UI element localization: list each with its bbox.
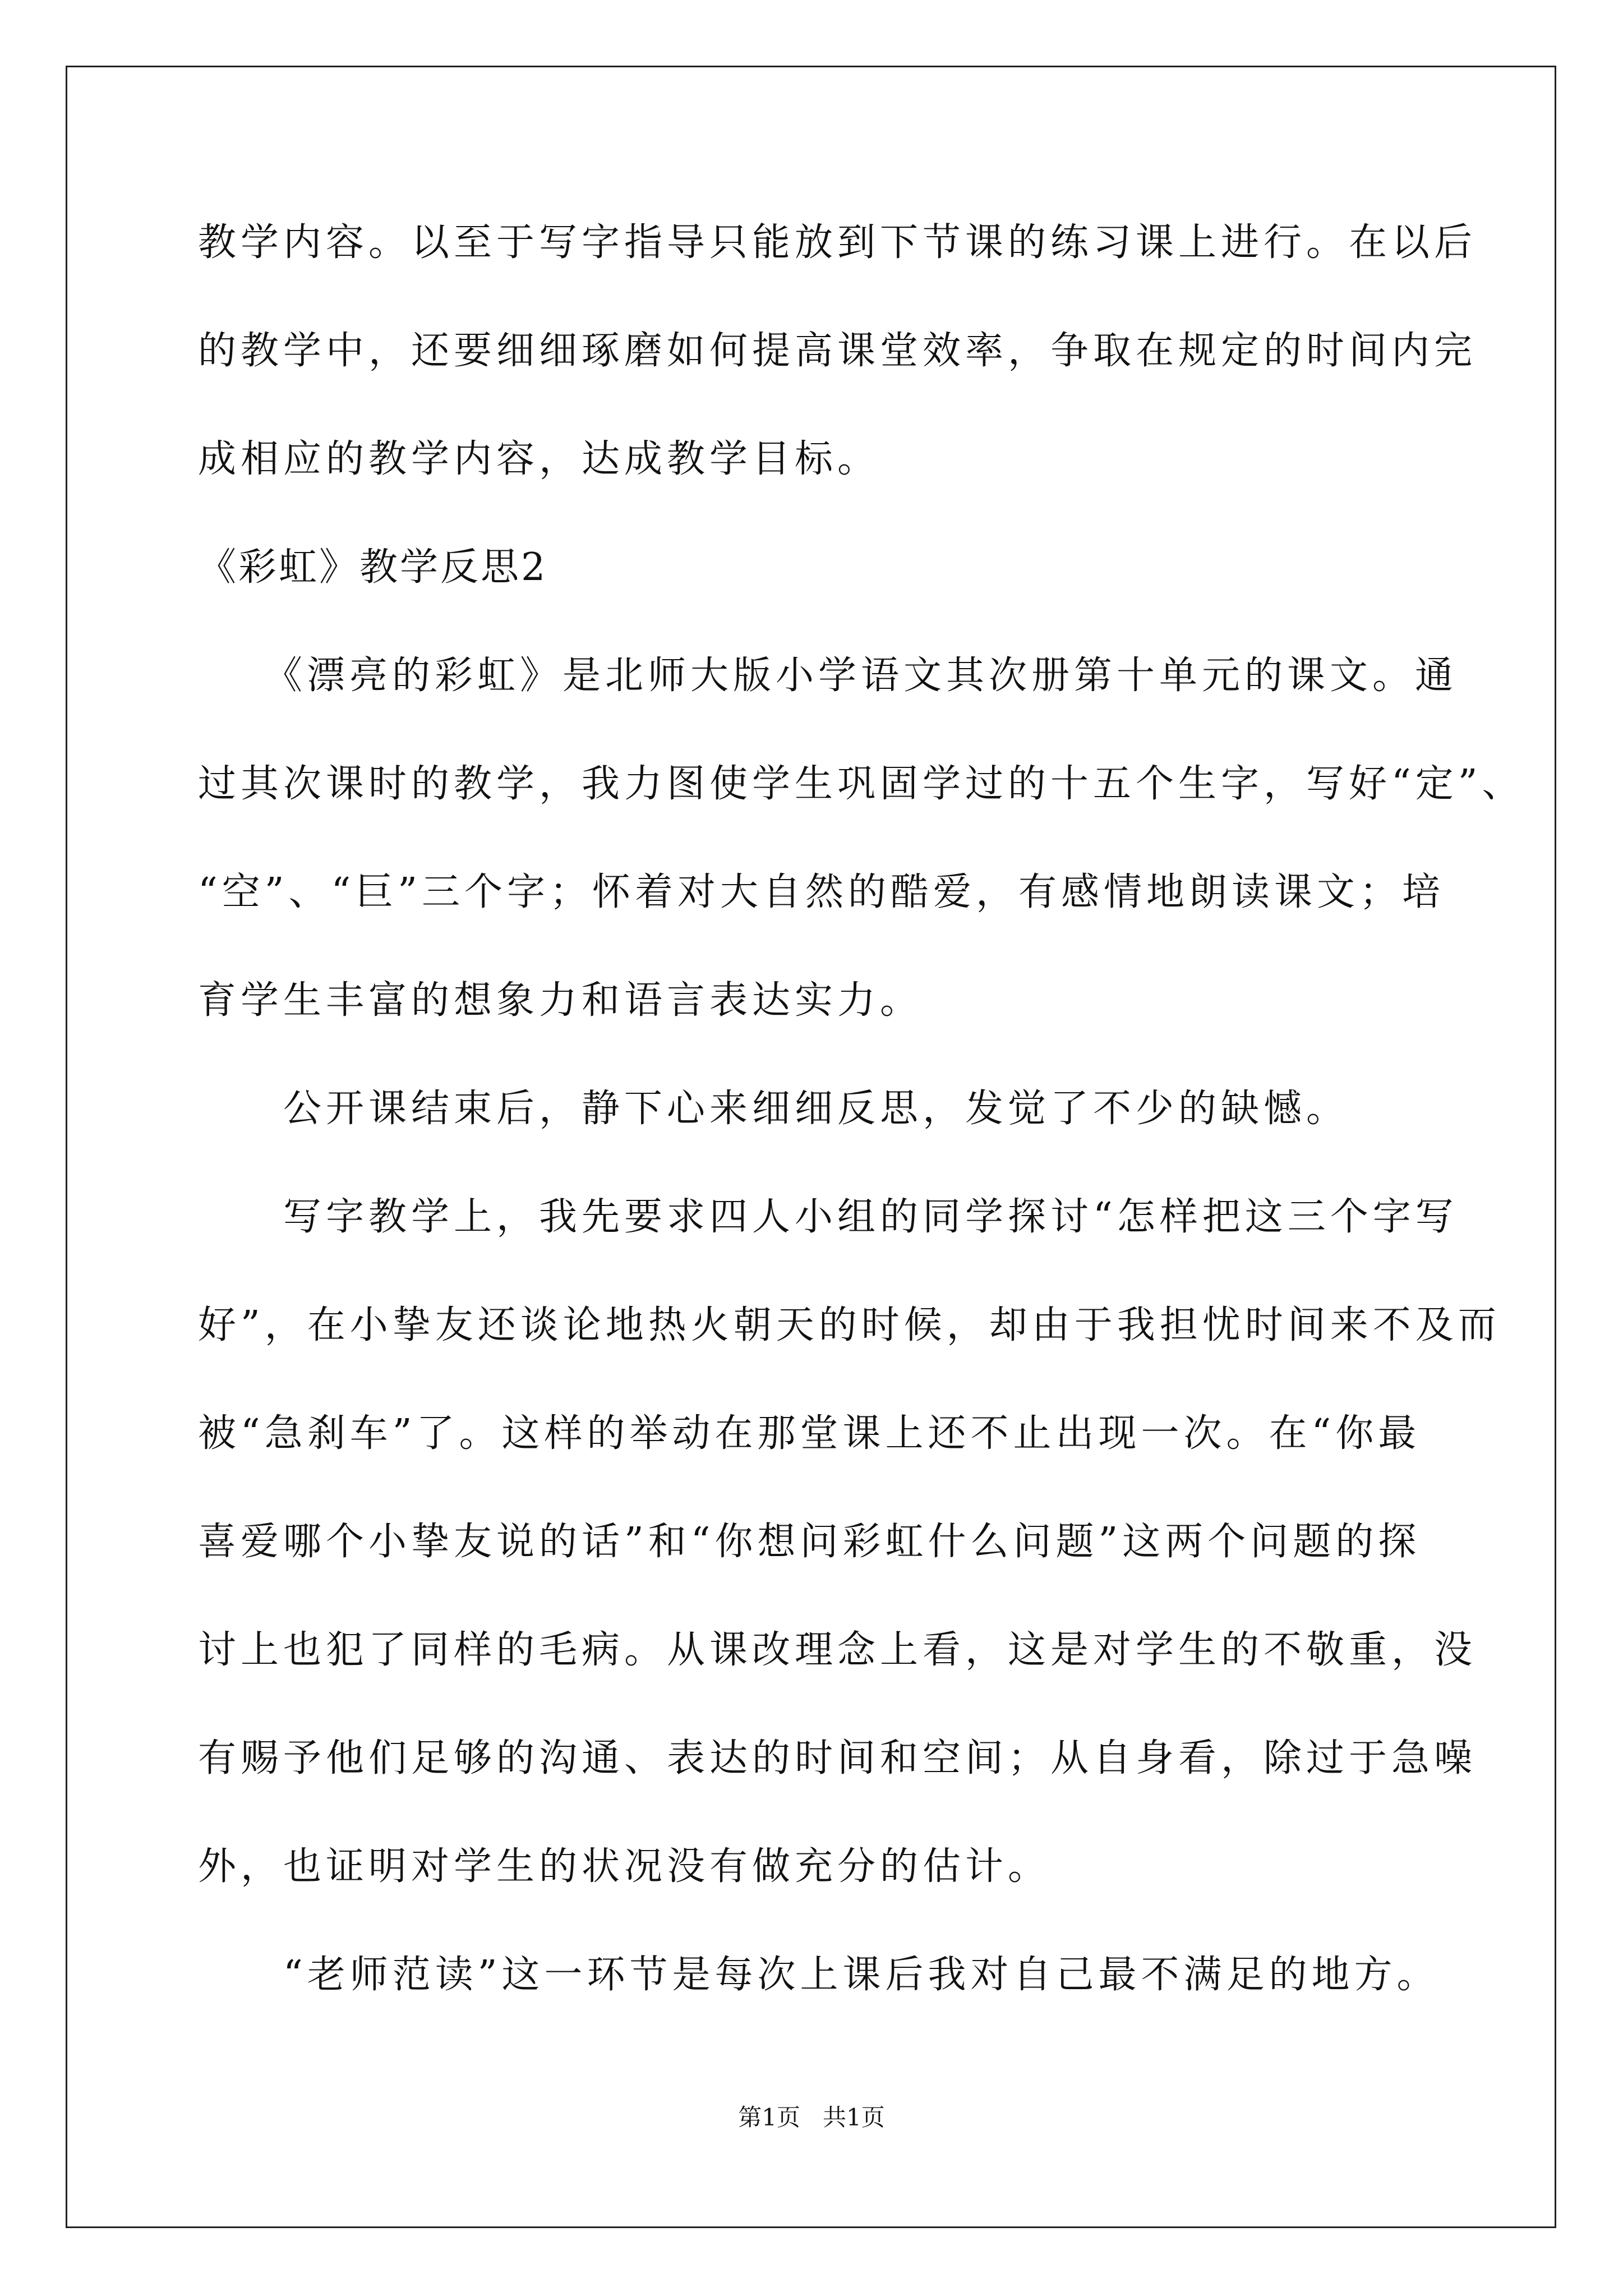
text-line: 教学内容。以至于写字指导只能放到下节课的练习课上进行。在以后 bbox=[198, 220, 1477, 265]
text-line: 的教学中，还要细细琢磨如何提高课堂效率，争取在规定的时间内完 bbox=[198, 329, 1477, 373]
text-line: 成相应的教学内容，达成教学目标。 bbox=[198, 437, 880, 481]
text-line: 好”，在小挚友还谈论地热火朝天的时候，却由于我担忧时间来不及而 bbox=[198, 1303, 1501, 1347]
page-footer bbox=[0, 2101, 1623, 2134]
text-line: 有赐予他们足够的沟通、表达的时间和空间；从自身看，除过于急噪 bbox=[198, 1736, 1477, 1780]
text-line: 《漂亮的彩虹》是北师大版小学语文其次册第十单元的课文。通 bbox=[198, 654, 1458, 698]
section-title: 《彩虹》教学反思2 bbox=[198, 545, 548, 590]
text-line: 育学生丰富的想象力和语言表达实力。 bbox=[198, 978, 923, 1023]
page-number: 第1页 bbox=[738, 2104, 800, 2131]
page-total: 共1页 bbox=[823, 2104, 885, 2131]
text-line: 过其次课时的教学，我力图使学生巩固学过的十五个生字，写好“定”、 bbox=[198, 762, 1525, 806]
text-line: 写字教学上，我先要求四人小组的同学探讨“怎样把这三个字写 bbox=[198, 1195, 1458, 1239]
text-line: 公开课结束后，静下心来细细反思，发觉了不少的缺憾。 bbox=[198, 1087, 1349, 1131]
text-line: 被“急刹车”了。这样的举动在那堂课上还不止出现一次。在“你最 bbox=[198, 1411, 1421, 1456]
text-line: 喜爱哪个小挚友说的话”和“你想问彩虹什么问题”这两个问题的探 bbox=[198, 1520, 1421, 1564]
text-line: “空”、“巨”三个字；怀着对大自然的酷爱，有感情地朗读课文；培 bbox=[198, 870, 1445, 914]
text-line: “老师范读”这一环节是每次上课后我对自己最不满足的地方。 bbox=[198, 1953, 1440, 1997]
text-line: 外，也证明对学生的状况没有做充分的估计。 bbox=[198, 1844, 1051, 1889]
text-line: 讨上也犯了同样的毛病。从课改理念上看，这是对学生的不敬重，没 bbox=[198, 1628, 1477, 1672]
document-body bbox=[198, 216, 1525, 2056]
